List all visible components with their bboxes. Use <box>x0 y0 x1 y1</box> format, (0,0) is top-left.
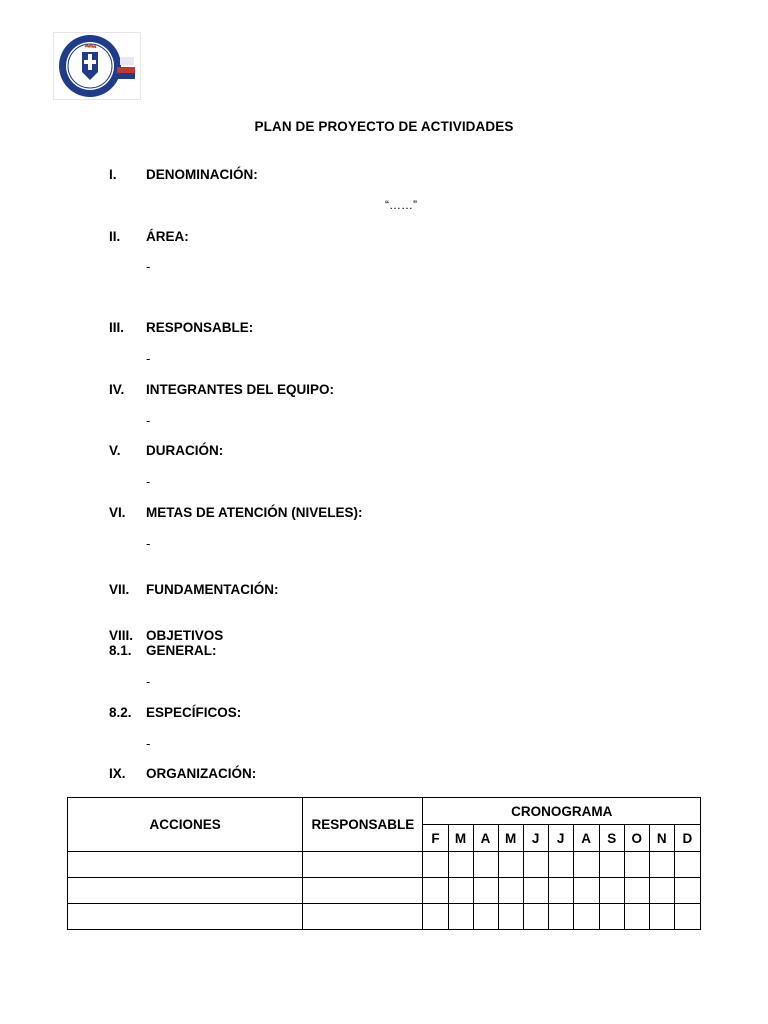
blank-dash: - <box>146 474 151 489</box>
table-cell <box>423 852 448 878</box>
section-label-integrantes: INTEGRANTES DEL EQUIPO: <box>146 382 335 397</box>
section-label-denominacion: DENOMINACIÓN: <box>146 167 258 182</box>
month-header: A <box>473 825 498 852</box>
month-header: J <box>548 825 573 852</box>
section-number: I. <box>109 167 117 182</box>
table-cell <box>624 904 649 930</box>
section-number: V. <box>109 443 121 458</box>
table-cell <box>68 852 303 878</box>
header-acciones: ACCIONES <box>68 798 303 852</box>
table-cell <box>649 852 674 878</box>
blank-dash: - <box>146 536 151 551</box>
table-cell <box>624 852 649 878</box>
table-row <box>68 852 701 878</box>
section-label-general: GENERAL: <box>146 643 217 658</box>
month-header: F <box>423 825 448 852</box>
table-cell <box>68 904 303 930</box>
school-seal-icon <box>54 33 140 99</box>
section-number: III. <box>109 320 125 335</box>
table-cell <box>498 904 523 930</box>
table-cell <box>473 904 498 930</box>
table-cell <box>523 878 548 904</box>
blank-dash: - <box>146 674 151 689</box>
section-number: IX. <box>109 766 126 781</box>
table-cell <box>523 904 548 930</box>
table-cell <box>548 852 573 878</box>
table-cell <box>303 878 423 904</box>
section-label-area: ÁREA: <box>146 229 189 244</box>
month-header: M <box>498 825 523 852</box>
table-cell <box>303 904 423 930</box>
table-cell <box>599 878 624 904</box>
section-number: IV. <box>109 382 125 397</box>
section-label-responsable: RESPONSABLE: <box>146 320 254 335</box>
section-number: 8.1. <box>109 643 132 658</box>
table-cell <box>674 852 700 878</box>
table-cell <box>498 878 523 904</box>
table-cell <box>473 852 498 878</box>
table-cell <box>649 904 674 930</box>
table-row <box>68 904 701 930</box>
section-number: VII. <box>109 582 130 597</box>
section-number: VIII. <box>109 628 134 643</box>
table-row <box>68 878 701 904</box>
table-cell <box>68 878 303 904</box>
section-label-duracion: DURACIÓN: <box>146 443 224 458</box>
table-cell <box>498 852 523 878</box>
school-seal-logo <box>53 32 141 100</box>
month-header: O <box>624 825 649 852</box>
table-cell <box>573 852 599 878</box>
table-cell <box>573 904 599 930</box>
section-label-metas: METAS DE ATENCIÓN (NIVELES): <box>146 505 363 520</box>
table-cell <box>649 878 674 904</box>
document-title: PLAN DE PROYECTO DE ACTIVIDADES <box>254 119 514 134</box>
table-cell <box>674 904 700 930</box>
table-cell <box>423 878 448 904</box>
month-header: N <box>649 825 674 852</box>
blank-dash: - <box>146 351 151 366</box>
month-header: D <box>674 825 700 852</box>
blank-dash: - <box>146 259 151 274</box>
table-cell <box>448 904 473 930</box>
table-cell <box>448 852 473 878</box>
table-cell <box>523 852 548 878</box>
header-responsable: RESPONSABLE <box>303 798 423 852</box>
table-cell <box>548 878 573 904</box>
table-cell <box>473 878 498 904</box>
section-number: II. <box>109 229 121 244</box>
month-header: A <box>573 825 599 852</box>
blank-dash: - <box>146 413 151 428</box>
section-label-organizacion: ORGANIZACIÓN: <box>146 766 257 781</box>
placeholder-quote: “……” <box>385 198 417 212</box>
table-cell <box>573 878 599 904</box>
table-cell <box>423 904 448 930</box>
table-cell <box>674 878 700 904</box>
month-header: S <box>599 825 624 852</box>
section-label-objetivos: OBJETIVOS <box>146 628 224 643</box>
section-number: VI. <box>109 505 126 520</box>
month-header: M <box>448 825 473 852</box>
month-header: J <box>523 825 548 852</box>
table-cell <box>548 904 573 930</box>
table-cell <box>599 904 624 930</box>
header-cronograma: CRONOGRAMA <box>423 798 701 825</box>
section-label-especificos: ESPECÍFICOS: <box>146 705 242 720</box>
table-cell <box>303 852 423 878</box>
section-number: 8.2. <box>109 705 132 720</box>
section-label-fundamentacion: FUNDAMENTACIÓN: <box>146 582 279 597</box>
table-cell <box>624 878 649 904</box>
blank-dash: - <box>146 736 151 751</box>
table-cell <box>599 852 624 878</box>
organization-table <box>67 797 701 930</box>
table-cell <box>448 878 473 904</box>
